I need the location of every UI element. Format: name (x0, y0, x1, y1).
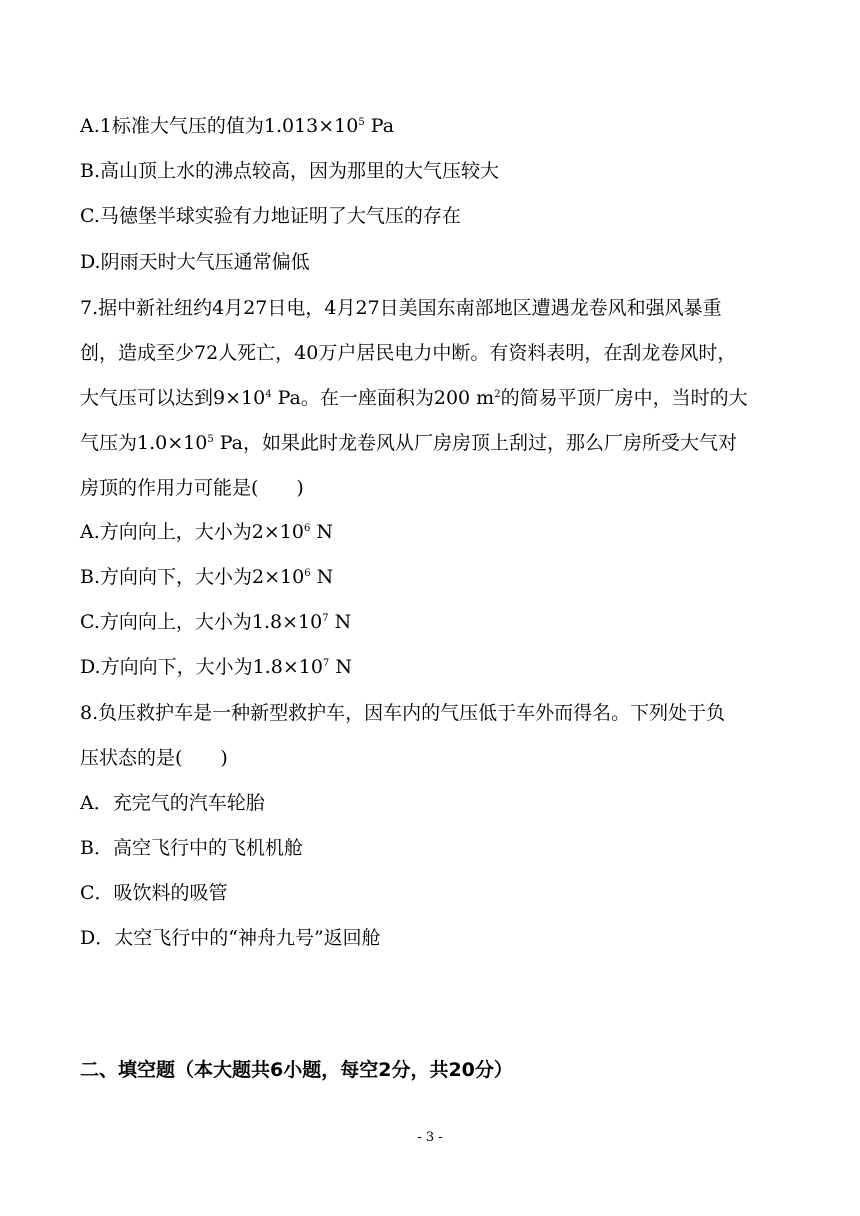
q7-option-b: B.方向向下，大小为$2\times 10^6$ N (80, 566, 334, 588)
q7-text-line-2: 创，造成至少72人死亡，40万户居民电力中断。有资料表明，在刮龙卷风时， (80, 342, 737, 364)
q7-option-d: D.方向向下，大小为$1.8\times 10^7$ N (80, 656, 352, 678)
q7-text-line-3: 大气压可以达到$9\times 10^4$ Pa。在一座面积为200 $m^2$的简易平顶厂房中，当时的大 (80, 387, 748, 409)
q6-option-b: B.高山顶上水的沸点较高，因为那里的大气压较大 (80, 160, 500, 182)
q7-option-a: A.方向向上，大小为$2\times 10^6$ N (80, 521, 333, 543)
page-number: - 3 - (417, 1130, 443, 1145)
q7-text-line-1: 7.据中新社纽约4月27日电，4月27日美国东南部地区遭遇龙卷风和强风暴重 (80, 297, 722, 319)
q6-option-a: A.1标准大气压的值为$1.013\times 10^5$ Pa (80, 115, 395, 137)
q7-text-line-5: 房顶的作用力可能是( ) (80, 477, 304, 499)
q8-text-line-2: 压状态的是( ) (80, 747, 228, 769)
q7-text-line-4: 气压为$1.0\times 10^5$ Pa，如果此时龙卷风从厂房房顶上刮过，那么厂房所受大气对 (80, 432, 738, 454)
section-heading: 二、填空题（本大题共6小题，每空2分，共20分） (80, 1059, 513, 1081)
q8-option-d: D．太空飞行中的“神舟九号”返回舱 (80, 927, 381, 949)
q6-option-d: D.阴雨天时大气压通常偏低 (80, 251, 310, 273)
q8-option-a: A．充完气的汽车轮胎 (80, 792, 265, 814)
q8-option-b: B．高空飞行中的飞机机舱 (80, 837, 303, 859)
q8-option-c: C．吸饮料的吸管 (80, 882, 228, 904)
q6-option-c: C.马德堡半球实验有力地证明了大气压的存在 (80, 205, 461, 227)
q7-option-c: C.方向向上，大小为$1.8\times 10^7$ N (80, 611, 352, 633)
q8-text-line-1: 8.负压救护车是一种新型救护车，因车内的气压低于车外而得名。下列处于负 (80, 702, 726, 724)
